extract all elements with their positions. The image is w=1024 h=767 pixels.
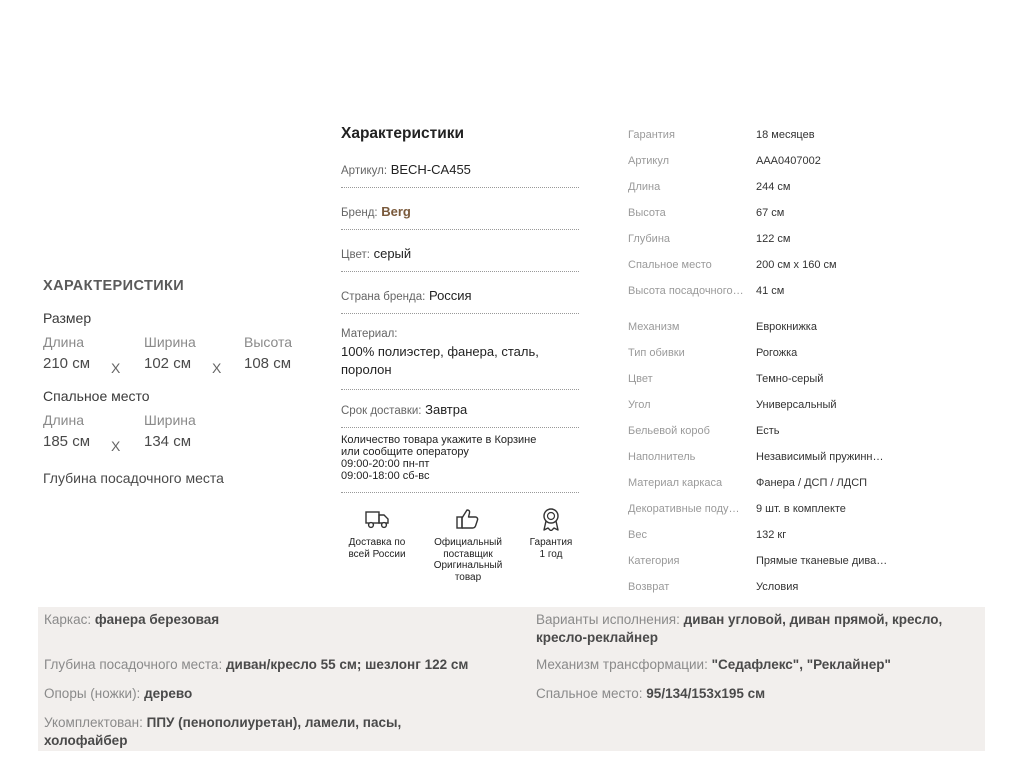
size-length (43, 334, 90, 372)
order-note-line: или сообщите оператору (341, 446, 469, 458)
spec-row (628, 278, 908, 304)
spec-row-key: Спальное место (628, 259, 712, 271)
spec-row-key: Возврат (628, 581, 670, 593)
feature-text: Доставка по (348, 537, 406, 548)
spec-row-value: Еврокнижка (756, 321, 817, 333)
size-width (144, 334, 196, 372)
right-specs-table (628, 122, 908, 600)
spec-row-value: 41 см (756, 285, 785, 297)
spec-article-value: BECH-CA455 (390, 162, 471, 177)
middle-specs-title: Характеристики (341, 125, 465, 142)
bottom-spec-value: холофайбер (44, 733, 128, 748)
size-heading: Размер (43, 310, 92, 326)
spec-row-key: Вес (628, 529, 647, 541)
spec-row-value: AAA0407002 (756, 155, 821, 167)
spec-row (628, 314, 908, 340)
bottom-spec-value: дерево (144, 686, 193, 701)
sleep-length-value: 185 см (43, 433, 91, 450)
spec-brand-link[interactable]: Berg (381, 204, 411, 219)
spec-row (628, 418, 908, 444)
spec-row (628, 470, 908, 496)
spec-row (628, 444, 908, 470)
bottom-spec-value: кресло-реклайнер (536, 630, 658, 645)
size-width-label: Ширина (144, 334, 196, 350)
spec-row-value: Рогожка (756, 347, 798, 359)
bottom-spec-value: фанера березовая (94, 612, 220, 627)
spec-country (341, 272, 579, 314)
size-height-value: 108 см (244, 355, 292, 372)
spec-row-value: Темно-серый (756, 373, 824, 385)
middle-specs-panel (341, 125, 579, 587)
bottom-spec-legs (44, 685, 524, 703)
sleep-width-label: Ширина (144, 412, 196, 428)
spec-row (628, 366, 908, 392)
award-medal-icon (537, 507, 565, 531)
spec-row-value: 9 шт. в комплекте (756, 503, 846, 515)
bottom-spec-key: Механизм трансформации: (536, 657, 708, 672)
spec-row (628, 522, 908, 548)
spec-material-value: 100% полиэстер, фанера, сталь, поролон (341, 344, 539, 377)
spec-row (628, 574, 908, 600)
sleep-length-label: Длина (43, 412, 84, 428)
spec-row-key: Высота посадочного… (628, 285, 744, 297)
sleep-heading: Спальное место (43, 388, 150, 404)
spec-row (628, 174, 908, 200)
spec-row-key: Артикул (628, 155, 670, 167)
spec-color (341, 230, 579, 272)
size-width-value: 102 см (144, 355, 192, 372)
spec-delivery-key: Срок доставки: (341, 405, 422, 417)
bottom-spec-kit (44, 714, 524, 750)
bottom-spec-key: Опоры (ножки): (44, 686, 141, 701)
spec-row (628, 122, 908, 148)
feature-text: Гарантия (529, 537, 573, 548)
thumbs-up-icon (454, 507, 482, 531)
sleep-length (43, 412, 90, 450)
spec-row (628, 226, 908, 252)
sleep-width-value: 134 см (144, 433, 192, 450)
feature-warranty (511, 507, 591, 560)
spec-brand-key: Бренд: (341, 207, 378, 219)
spec-row-value: 18 месяцев (756, 129, 815, 141)
spec-row (628, 496, 908, 522)
size-height-label: Высота (244, 334, 293, 350)
spec-row-value: 67 см (756, 207, 785, 219)
feature-text: 1 год (539, 548, 563, 560)
feature-badges (341, 507, 579, 587)
right-specs-rows (628, 122, 908, 600)
bottom-spec-key: Укомплектован: (44, 715, 143, 730)
spec-row-value: Прямые тканевые дива… (756, 555, 888, 567)
spec-row-value: Фанера / ДСП / ЛДСП (756, 477, 868, 489)
spec-country-value: Россия (428, 288, 472, 303)
spec-row-value: Универсальный (756, 399, 837, 411)
spec-color-key: Цвет: (341, 249, 370, 261)
spec-row (628, 252, 908, 278)
spec-row (628, 340, 908, 366)
spec-article (341, 158, 579, 188)
sleep-row (43, 412, 233, 456)
spec-article-key: Артикул: (341, 165, 388, 177)
bottom-specs-panel (38, 607, 985, 751)
sleep-separator: X (111, 438, 121, 454)
spec-delivery-value: Завтра (425, 402, 468, 417)
spec-row (628, 548, 908, 574)
spec-row-value: 132 кг (756, 529, 787, 541)
spec-row-key: Бельевой короб (628, 425, 710, 437)
order-note (341, 428, 579, 493)
spec-row-value: Условия (756, 581, 799, 593)
left-specs-panel (43, 278, 293, 486)
spec-country-key: Страна бренда: (341, 291, 426, 303)
bottom-spec-value: диван/кресло 55 см; шезлонг 122 см (225, 657, 469, 672)
spec-row-key: Декоративные поду… (628, 503, 740, 515)
spec-brand (341, 188, 579, 230)
spec-row-value: Независимый пружинн… (756, 451, 884, 463)
bottom-spec-mechanism (536, 656, 981, 674)
bottom-spec-frame (44, 611, 524, 629)
bottom-spec-key: Каркас: (44, 612, 92, 627)
feature-text: Оригинальный (433, 560, 503, 571)
truck-icon (363, 507, 391, 531)
feature-text: поставщик (443, 548, 493, 560)
spec-row-key: Глубина (628, 233, 671, 245)
size-length-value: 210 см (43, 355, 91, 372)
bottom-spec-variants (536, 611, 981, 647)
spec-row-key: Цвет (628, 373, 653, 385)
spec-row (628, 148, 908, 174)
spec-row-key: Высота (628, 207, 666, 219)
bottom-spec-value: диван угловой, диван прямой, кресло, (683, 612, 943, 627)
spec-row-key: Материал каркаса (628, 477, 723, 489)
spec-row-key: Тип обивки (628, 347, 685, 359)
bottom-spec-seat-depth (44, 656, 524, 674)
bottom-spec-value: ППУ (пенополиуретан), ламели, пасы, (146, 715, 402, 730)
spec-delivery (341, 390, 579, 428)
seat-depth-heading: Глубина посадочного места (43, 470, 224, 486)
order-note-line: 09:00-20:00 пн-пт (341, 458, 430, 470)
spec-row-key: Механизм (628, 321, 680, 333)
spec-row-value: 122 см (756, 233, 791, 245)
bottom-spec-key: Глубина посадочного места: (44, 657, 223, 672)
spec-row (628, 392, 908, 418)
spec-row-key: Гарантия (628, 129, 675, 141)
feature-text: Официальный (434, 537, 502, 548)
feature-text: товар (454, 571, 482, 583)
bottom-spec-key: Варианты исполнения: (536, 612, 680, 627)
left-specs-title: ХАРАКТЕРИСТИКИ (43, 278, 185, 294)
size-row (43, 334, 293, 378)
size-separator: X (111, 360, 121, 376)
spec-row-value: Есть (756, 425, 780, 437)
spec-material-key: Материал: (341, 328, 398, 340)
spec-row (628, 200, 908, 226)
feature-delivery (337, 507, 417, 560)
spec-row-key: Угол (628, 399, 651, 411)
spec-row-key: Длина (628, 181, 661, 193)
spec-group-gap (628, 304, 908, 314)
bottom-spec-value: 95/134/153х195 см (646, 686, 766, 701)
spec-row-key: Наполнитель (628, 451, 696, 463)
spec-color-value: серый (373, 246, 412, 261)
feature-official (428, 507, 508, 583)
spec-row-value: 244 см (756, 181, 791, 193)
spec-row-key: Категория (628, 555, 680, 567)
size-length-label: Длина (43, 334, 84, 350)
order-note-line: Количество товара укажите в Корзине (341, 434, 537, 446)
spec-row-value: 200 см х 160 см (756, 259, 837, 271)
size-separator: X (212, 360, 222, 376)
order-note-line: 09:00-18:00 сб-вс (341, 470, 430, 482)
feature-text: всей России (348, 548, 406, 560)
bottom-spec-sleep (536, 685, 981, 703)
size-height (244, 334, 292, 372)
sleep-width (144, 412, 196, 450)
bottom-spec-value: "Седафлекс", "Реклайнер" (711, 657, 891, 672)
spec-material (341, 314, 579, 390)
bottom-spec-key: Спальное место: (536, 686, 643, 701)
